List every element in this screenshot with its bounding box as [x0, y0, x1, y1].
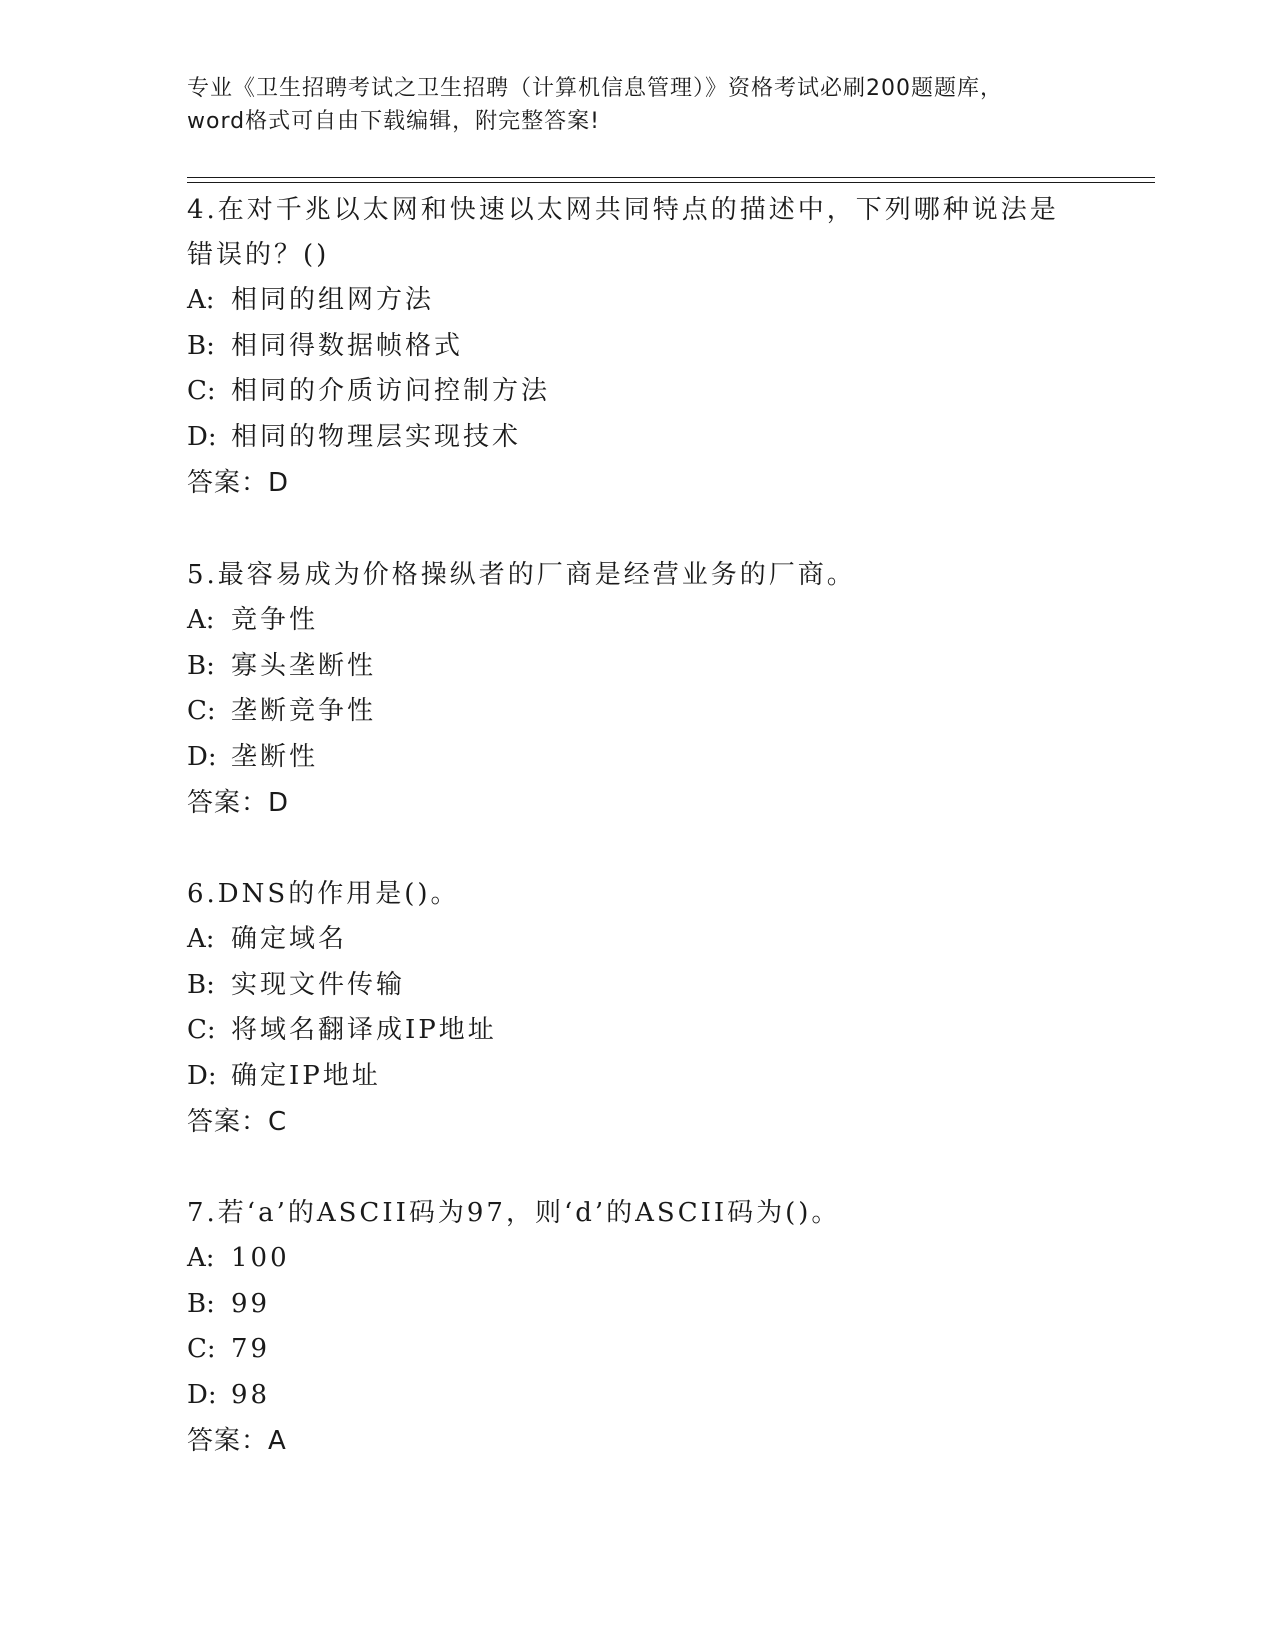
header-line-1: 专业《卫生招聘考试之卫生招聘（计算机信息管理）》资格考试必刷200题题库，	[187, 76, 1003, 101]
option-letter: B:	[187, 1288, 215, 1319]
option-text: 相同的组网方法	[231, 285, 435, 315]
option-letter: D:	[187, 741, 217, 772]
option-c	[187, 1008, 1087, 1054]
option-text: 相同的物理层实现技术	[231, 421, 522, 452]
option-b	[187, 963, 1087, 1009]
option-letter: B:	[187, 969, 215, 1000]
option-letter: D:	[187, 421, 217, 452]
answer-line: 答案：D	[187, 468, 290, 498]
option-d	[187, 1054, 1087, 1100]
answer-line: 答案：C	[187, 1107, 288, 1137]
option-c	[187, 369, 1087, 415]
option-b	[187, 1282, 1087, 1328]
option-b	[187, 644, 1087, 690]
header-divider-bottom	[187, 182, 1155, 183]
question-4	[187, 188, 1087, 506]
question-5	[187, 553, 1087, 826]
option-text: 将域名翻译成IP地址	[231, 1015, 497, 1045]
option-letter: A:	[187, 924, 215, 954]
option-text: 竞争性	[231, 605, 319, 635]
option-a	[187, 1236, 1087, 1282]
option-text: 相同得数据帧格式	[231, 330, 464, 361]
option-letter: C:	[187, 1334, 216, 1364]
option-c	[187, 689, 1087, 735]
option-a	[187, 278, 1087, 324]
header-divider-top	[187, 177, 1155, 178]
question-6	[187, 872, 1087, 1145]
option-letter: A:	[187, 1243, 215, 1273]
option-text: 100	[231, 1243, 290, 1273]
option-text: 79	[231, 1334, 271, 1364]
answer-line: 答案：A	[187, 1426, 287, 1456]
question-stem: 6.DNS的作用是()。	[187, 879, 460, 909]
option-text: 98	[231, 1379, 271, 1410]
document-header	[187, 72, 1087, 138]
option-letter: D:	[187, 1060, 217, 1091]
option-letter: D:	[187, 1379, 217, 1410]
option-text: 垄断竞争性	[231, 696, 377, 726]
option-text: 确定域名	[231, 924, 348, 954]
option-a	[187, 917, 1087, 963]
option-d	[187, 735, 1087, 781]
option-letter: A:	[187, 605, 215, 635]
option-text: 相同的介质访问控制方法	[231, 376, 551, 406]
option-c	[187, 1327, 1087, 1373]
question-stem: 4.在对千兆以太网和快速以太网共同特点的描述中，下列哪种说法是	[187, 195, 1059, 225]
option-b	[187, 324, 1087, 370]
option-text: 99	[231, 1288, 271, 1319]
question-7	[187, 1191, 1087, 1464]
question-stem: 5.最容易成为价格操纵者的厂商是经营业务的厂商。	[187, 560, 856, 590]
option-letter: C:	[187, 376, 216, 406]
answer-line: 答案：D	[187, 788, 290, 818]
option-letter: C:	[187, 1015, 216, 1045]
option-letter: C:	[187, 696, 216, 726]
option-letter: B:	[187, 650, 215, 681]
option-a	[187, 598, 1087, 644]
question-stem: 7.若‘a’的ASCII码为97，则‘d’的ASCII码为()。	[187, 1198, 841, 1228]
option-text: 垄断性	[231, 741, 319, 772]
option-letter: A:	[187, 285, 215, 315]
option-d	[187, 415, 1087, 461]
option-d	[187, 1373, 1087, 1419]
option-letter: B:	[187, 330, 215, 361]
option-text: 确定IP地址	[231, 1060, 381, 1091]
option-text: 实现文件传输	[231, 969, 406, 1000]
option-text: 寡头垄断性	[231, 650, 377, 681]
header-line-2: word格式可自由下载编辑，附完整答案!	[187, 109, 600, 134]
question-stem-continued: 错误的？()	[187, 240, 330, 270]
